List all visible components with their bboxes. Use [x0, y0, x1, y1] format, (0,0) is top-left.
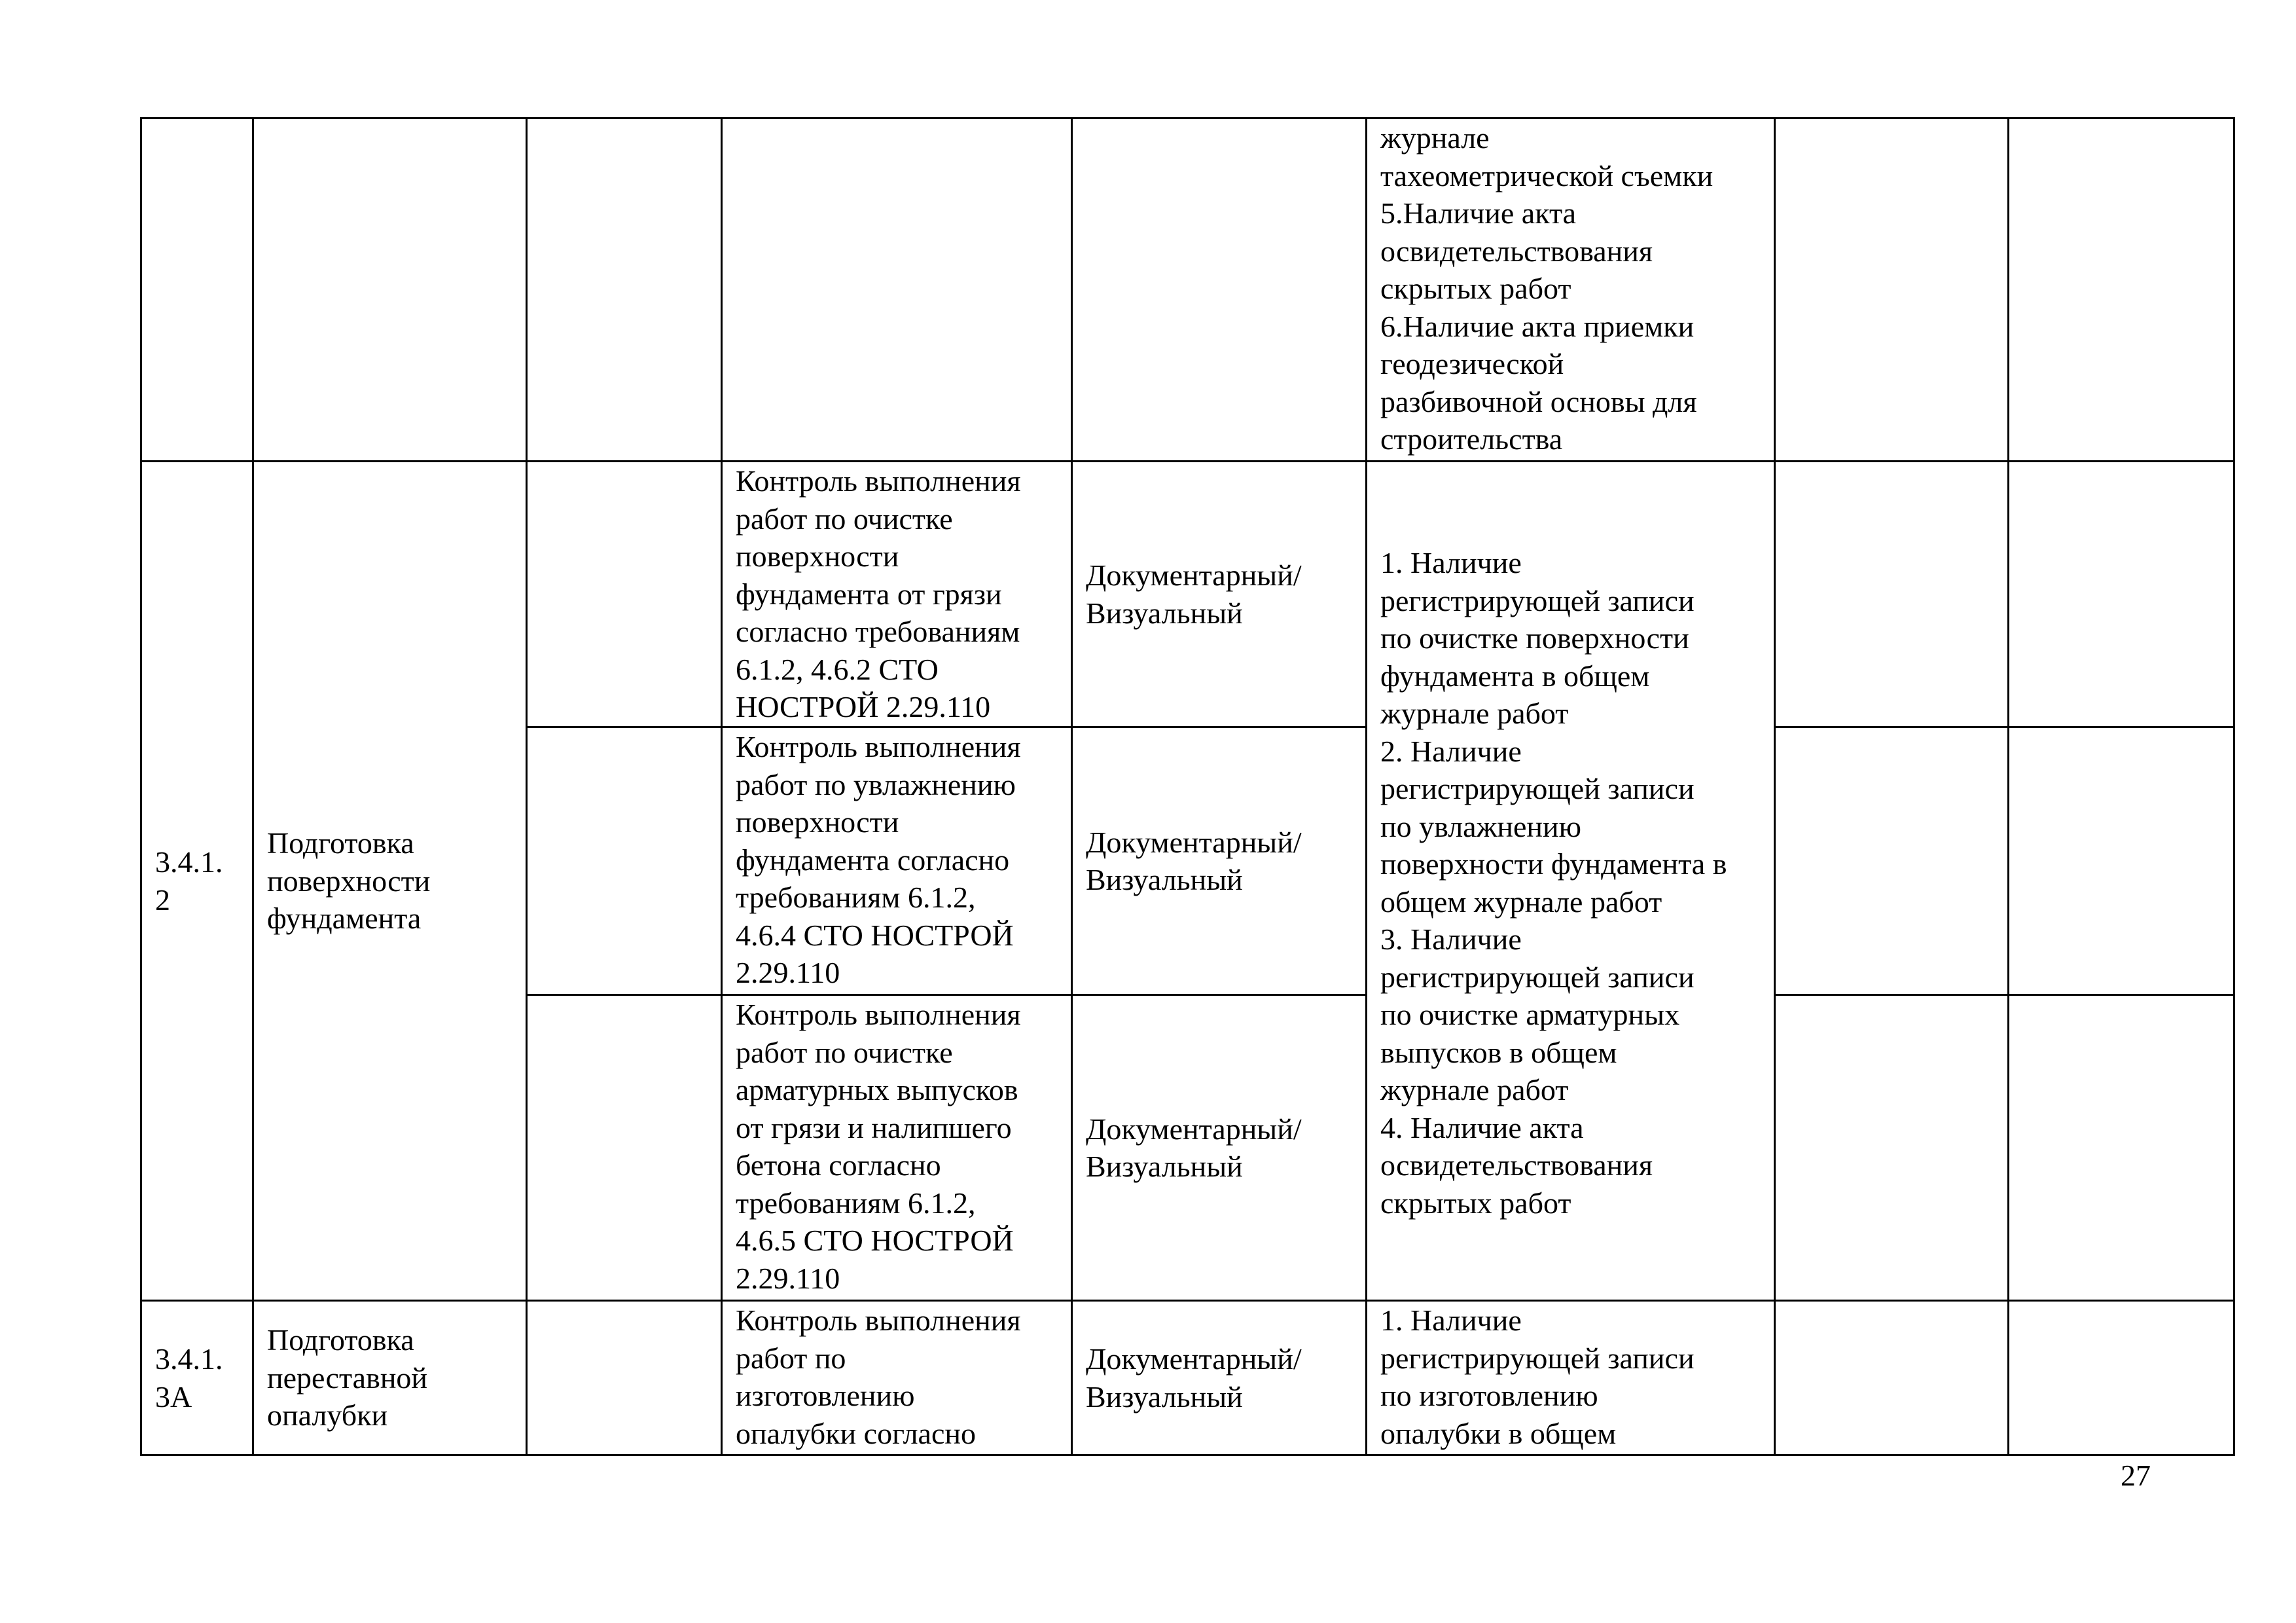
cell-method: [1072, 119, 1367, 462]
cell-col3: [527, 1301, 722, 1455]
cell-operation: [722, 119, 1072, 462]
cell-col8: [2009, 462, 2234, 727]
cell-col8: [2009, 1301, 2234, 1455]
cell-col7: [1775, 462, 2009, 727]
table-row-continuation: [141, 119, 2234, 462]
table-row-3413a: [141, 1301, 2234, 1455]
cell-number: 3.4.1. 2: [141, 462, 253, 1301]
cell-col3: [527, 462, 722, 727]
cell-operation: Контроль выполнения работ по изготовлению опалубки согласно: [722, 1301, 1072, 1455]
cell-criteria: 1. Наличие регистрирующей записи по изготовлению опалубки в общем: [1367, 1301, 1775, 1455]
page-number: 27: [2121, 1459, 2151, 1492]
cell-name: Подготовка переставной опалубки: [253, 1301, 527, 1455]
cell-col3: [527, 119, 722, 462]
table-row-3412-a: [141, 462, 2234, 727]
cell-name: [253, 119, 527, 462]
cell-col3: [527, 995, 722, 1301]
cell-col7: [1775, 1301, 2009, 1455]
inspection-table: [140, 117, 2235, 1456]
cell-number: [141, 119, 253, 462]
cell-col8: [2009, 727, 2234, 995]
cell-operation: Контроль выполнения работ по очистке арматурных выпусков от грязи и налипшего бетона согласно требованиям 6.1.2, 4.6.5 СТО НОСТРОЙ 2.29.110: [722, 995, 1072, 1301]
cell-col8: [2009, 995, 2234, 1301]
cell-operation: Контроль выполнения работ по очистке поверхности фундамента от грязи согласно требованиям 6.1.2, 4.6.2 СТО НОСТРОЙ 2.29.110: [722, 462, 1072, 727]
cell-col8: [2009, 119, 2234, 462]
cell-method: Документарный/ Визуальный: [1072, 995, 1367, 1301]
cell-criteria: 1. Наличие регистрирующей записи по очистке поверхности фундамента в общем журнале работ 2. Наличие регистрирующей записи по увлажнению поверхности фундамента в общем журнале работ 3. Наличие регистрирующей записи по очистке арматурных выпусков в общем журнале работ 4. Наличие акта освидетельствования скрытых работ: [1367, 462, 1775, 1301]
cell-col7: [1775, 119, 2009, 462]
cell-col3: [527, 727, 722, 995]
cell-number: 3.4.1. 3А: [141, 1301, 253, 1455]
cell-method: Документарный/ Визуальный: [1072, 462, 1367, 727]
cell-method: Документарный/ Визуальный: [1072, 727, 1367, 995]
cell-criteria: журнале тахеометрической съемки 5.Наличие акта освидетельствования скрытых работ 6.Наличие акта приемки геодезической разбивочной основы для строительства: [1367, 119, 1775, 462]
cell-name: Подготовка поверхности фундамента: [253, 462, 527, 1301]
cell-col7: [1775, 727, 2009, 995]
cell-col7: [1775, 995, 2009, 1301]
cell-operation: Контроль выполнения работ по увлажнению поверхности фундамента согласно требованиям 6.1.2, 4.6.4 СТО НОСТРОЙ 2.29.110: [722, 727, 1072, 995]
cell-method: Документарный/ Визуальный: [1072, 1301, 1367, 1455]
